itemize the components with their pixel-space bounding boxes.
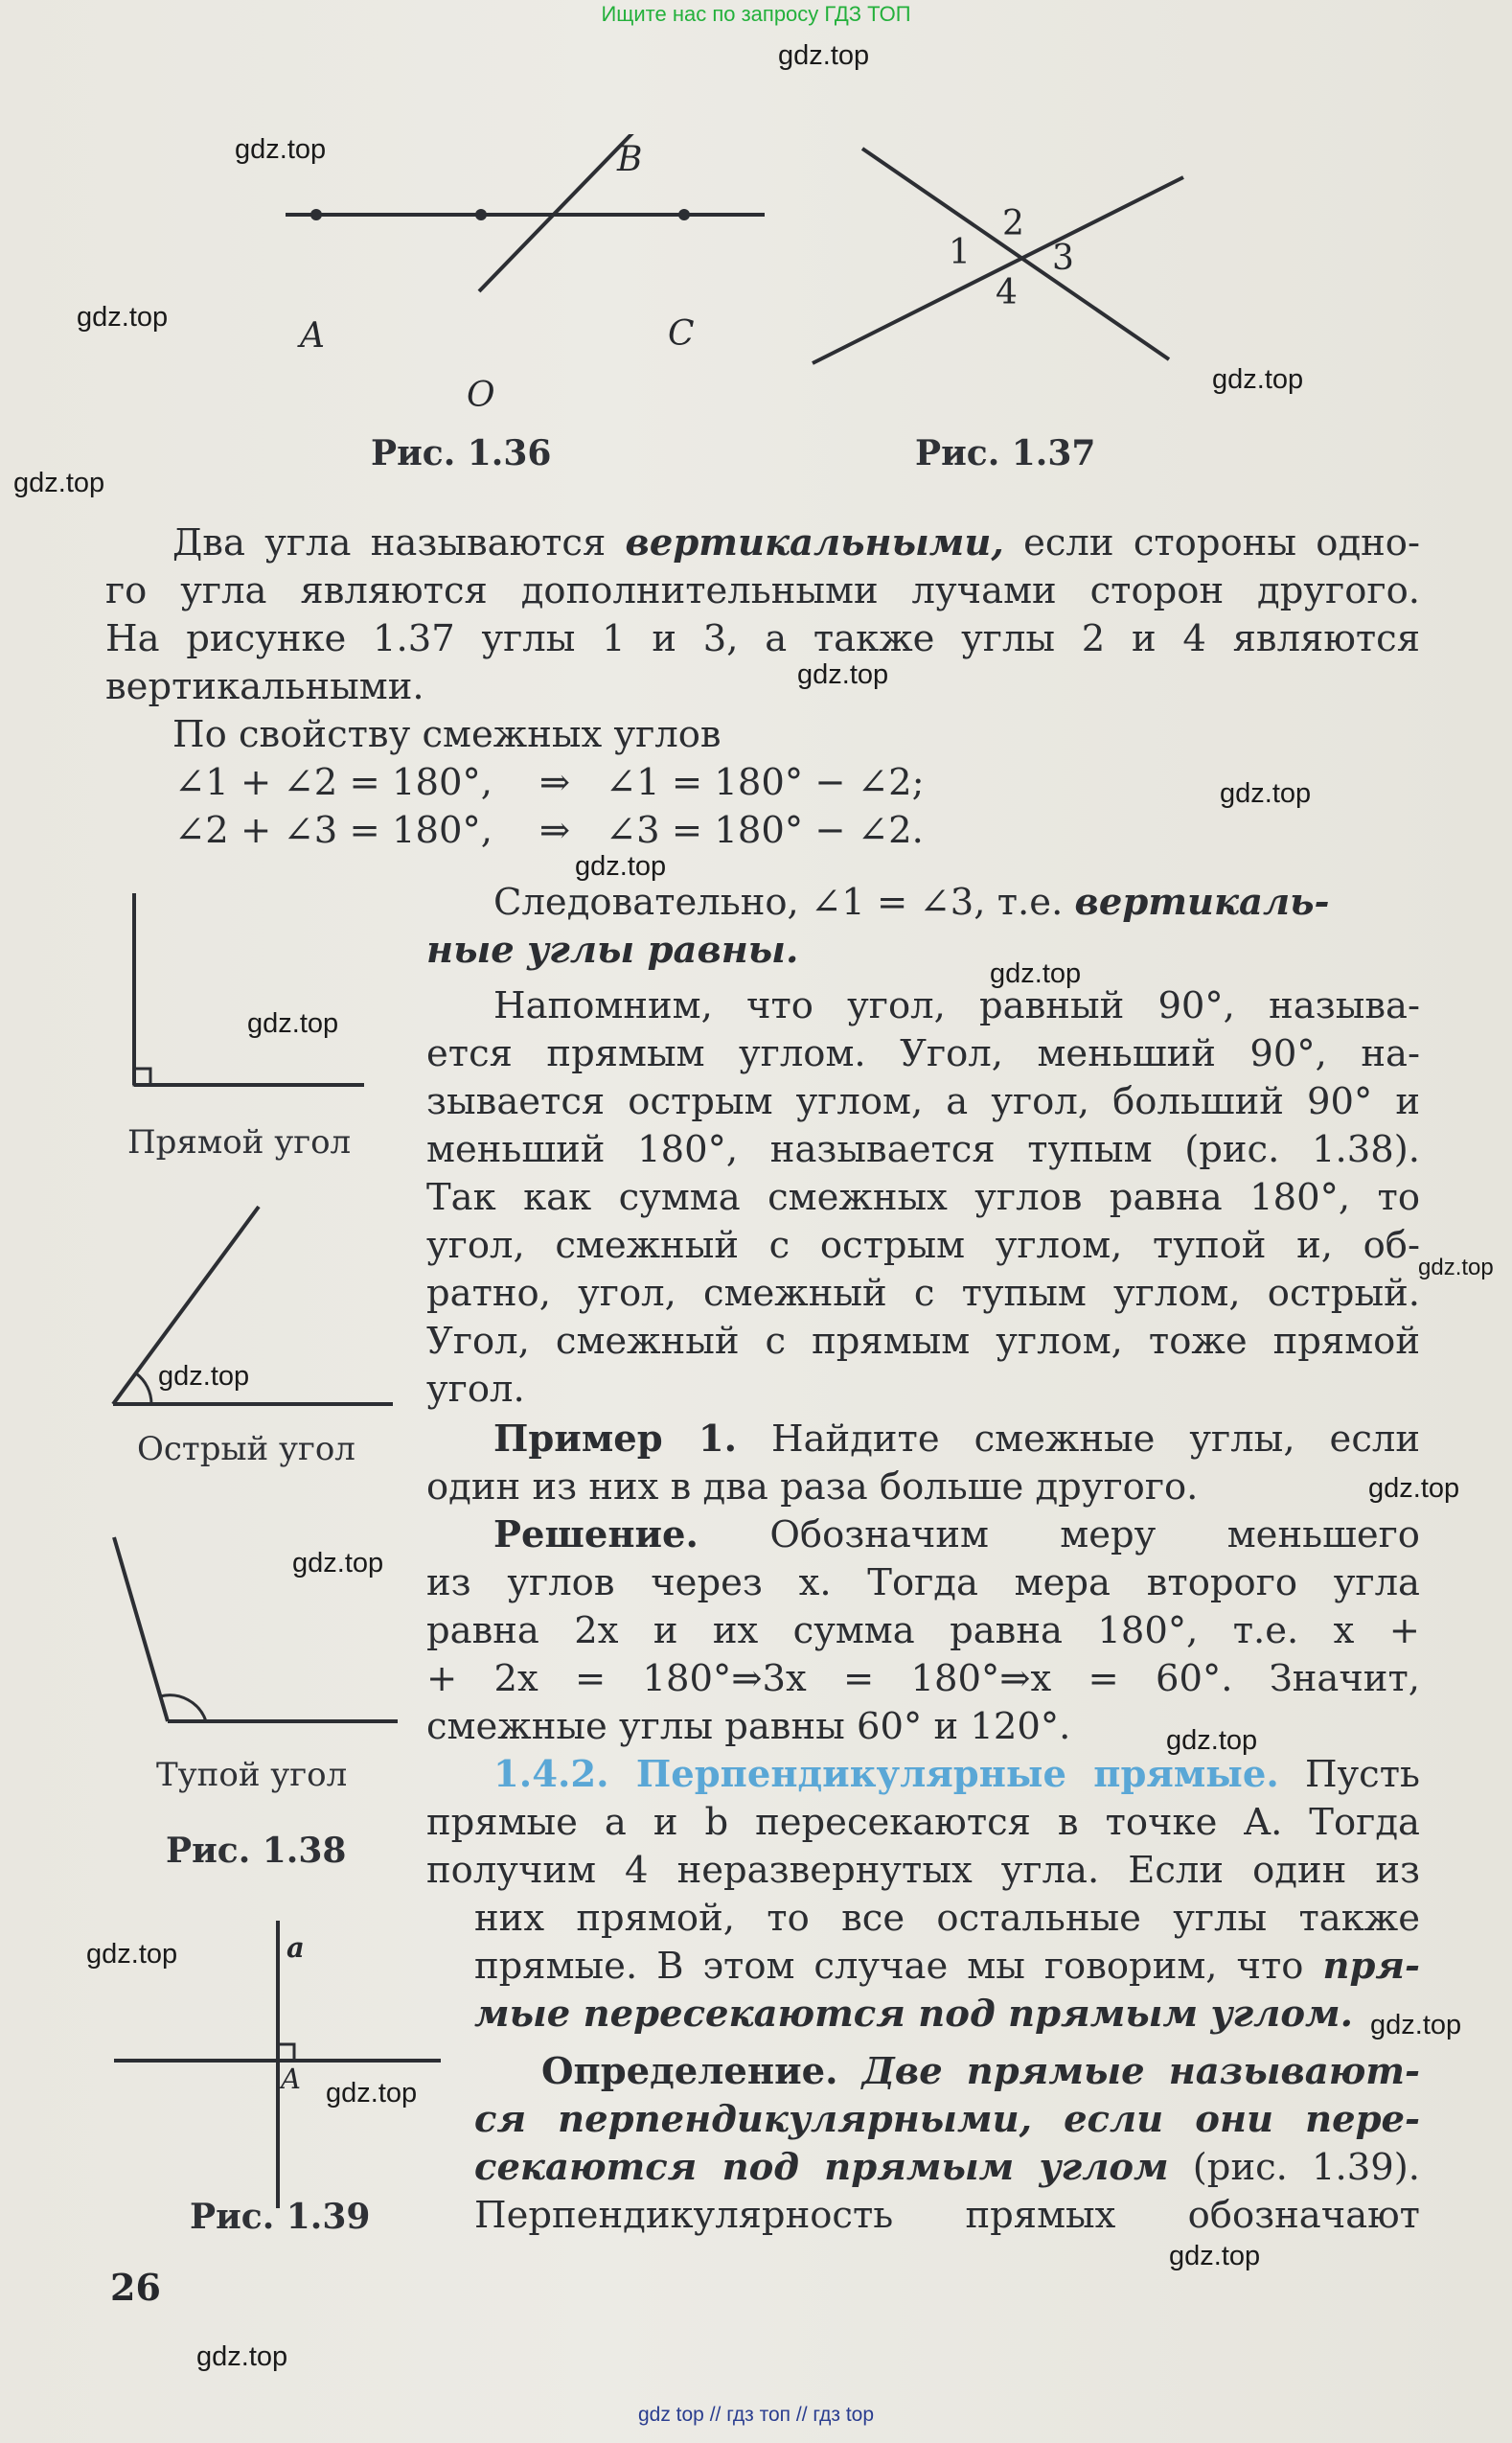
para-types-l8: Угол, смежный с прямым углом, тоже прямой — [426, 1320, 1420, 1363]
definition-l4: Перпендикулярность прямых обозначают — [474, 2194, 1420, 2237]
section-l5: прямые. В этом случае мы говорим, что пря- — [474, 1945, 1420, 1988]
figure-1-36 — [278, 134, 776, 326]
watermark: gdz.top — [1212, 364, 1304, 395]
label-c: C — [668, 314, 695, 354]
watermark: gdz.top — [13, 468, 105, 498]
caption-fig-1-39: Рис. 1.39 — [190, 2197, 371, 2237]
watermark: gdz.top — [292, 1548, 384, 1579]
example-l1: Пример 1. Найдите смежные углы, если — [493, 1417, 1420, 1461]
acute-angle-figure — [105, 1203, 402, 1409]
watermark: gdz.top — [797, 659, 889, 690]
watermark: gdz.top — [1220, 778, 1312, 809]
caption-fig-1-38: Рис. 1.38 — [166, 1831, 347, 1871]
para-vertical-l2: го угла являются дополнительными лучами сторон другого. — [105, 569, 1420, 612]
section-l4: них прямой, то все остальные углы также — [474, 1897, 1420, 1940]
watermark: gdz.top — [86, 1939, 178, 1970]
para-vertical-l1: Два угла называются вертикальными, если стороны одно- — [172, 521, 1420, 565]
para-types-l6: угол, смежный с острым углом, тупой и, об- — [426, 1224, 1420, 1267]
label-b: B — [617, 140, 643, 179]
solution-l3: равна 2x и их сумма равна 180°, т.е. x + — [426, 1609, 1420, 1652]
para-types-l2: ется прямым углом. Угол, меньший 90°, на- — [426, 1032, 1420, 1075]
point-o — [475, 209, 487, 220]
para-types-l3: зывается острым углом, а угол, больший 90° и — [426, 1080, 1420, 1123]
section-l2: прямые a и b пересекаются в точке A. Тогда — [426, 1801, 1420, 1844]
right-angle-figure — [125, 891, 374, 1093]
equation-2: ∠2 + ∠3 = 180°, ⇒ ∠3 = 180° − ∠2. — [174, 809, 924, 852]
section-l6: мые пересекаются под прямым углом. — [474, 1993, 1354, 2036]
solution-l1: Решение. Обозначим меру меньшего — [493, 1513, 1420, 1556]
section-l3: получим 4 неразвернутых угла. Если один из — [426, 1849, 1420, 1892]
para-vertical-l4: вертикальными. — [105, 665, 424, 708]
para-adjacent-intro: По свойству смежных углов — [172, 713, 722, 756]
para-types-l7: ратно, угол, смежный с тупым углом, острый. — [426, 1272, 1420, 1315]
figure-1-37 — [805, 139, 1198, 379]
point-c — [678, 209, 690, 220]
caption-acute-angle: Острый угол — [137, 1430, 355, 1468]
definition-l3: секаются под прямым углом (рис. 1.39). — [474, 2146, 1420, 2189]
watermark: gdz.top — [990, 958, 1082, 989]
angle-label-2: 2 — [1002, 204, 1024, 243]
top-banner[interactable]: Ищите нас по запросу ГДЗ ТОП — [601, 2, 911, 26]
para-types-l1: Напомним, что угол, равный 90°, называ- — [493, 984, 1420, 1027]
angle-label-4: 4 — [996, 273, 1018, 312]
angle-label-3: 3 — [1052, 239, 1074, 278]
point-a — [310, 209, 322, 220]
watermark: gdz.top — [235, 134, 327, 165]
point-label-a: A — [281, 2063, 301, 2095]
caption-obtuse-angle: Тупой угол — [156, 1756, 348, 1794]
watermark: gdz.top — [158, 1361, 250, 1392]
watermark: gdz.top — [1370, 2010, 1462, 2040]
watermark: gdz.top — [196, 2341, 288, 2372]
watermark: gdz.top — [1166, 1725, 1258, 1756]
definition-l2: ся перпендикулярными, если они пере- — [474, 2098, 1420, 2141]
label-o: O — [467, 376, 495, 415]
para-vertical-l3: На рисунке 1.37 углы 1 и 3, а также углы 2 и 4 являются — [105, 617, 1420, 660]
caption-right-angle: Прямой угол — [127, 1123, 352, 1162]
solution-l2: из углов через x. Тогда мера второго угла — [426, 1561, 1420, 1604]
watermark: gdz.top — [575, 851, 667, 882]
line-label-a: a — [286, 1931, 305, 1964]
para-types-l5: Так как сумма смежных углов равна 180°, то — [426, 1176, 1420, 1219]
angle-label-1: 1 — [949, 233, 971, 272]
para-conclusion-l1: Следовательно, ∠1 = ∠3, т.е. вертикаль- — [493, 881, 1330, 924]
label-a: A — [300, 316, 325, 356]
para-types-l9: угол. — [426, 1368, 525, 1411]
watermark: gdz.top — [326, 2078, 418, 2109]
page-number: 26 — [110, 2266, 161, 2309]
caption-fig-1-36: Рис. 1.36 — [371, 433, 552, 473]
equation-1: ∠1 + ∠2 = 180°, ⇒ ∠1 = 180° − ∠2; — [174, 761, 925, 804]
para-types-l4: меньший 180°, называется тупым (рис. 1.38). — [426, 1128, 1420, 1171]
watermark: gdz.top — [1368, 1473, 1460, 1504]
solution-l5: смежные углы равны 60° и 120°. — [426, 1705, 1071, 1748]
watermark: gdz.top — [247, 1008, 339, 1039]
para-conclusion-l2: ные углы равны. — [426, 929, 799, 972]
watermark: gdz.top — [778, 40, 870, 71]
definition-l1: Определение. Две прямые называют- — [541, 2050, 1420, 2093]
caption-fig-1-37: Рис. 1.37 — [915, 433, 1096, 473]
example-l2: один из них в два раза больше другого. — [426, 1465, 1199, 1509]
section-heading-line: 1.4.2. Перпендикулярные прямые. Пусть — [493, 1753, 1420, 1796]
watermark: gdz.top — [1169, 2241, 1261, 2271]
solution-l4: + 2x = 180°⇒3x = 180°⇒x = 60°. Значит, — [426, 1657, 1420, 1700]
watermark: gdz.top — [77, 302, 169, 333]
bottom-banner[interactable]: gdz top // гдз топ // гдз top — [637, 2404, 875, 2426]
watermark: gdz.top — [1418, 1255, 1494, 1280]
